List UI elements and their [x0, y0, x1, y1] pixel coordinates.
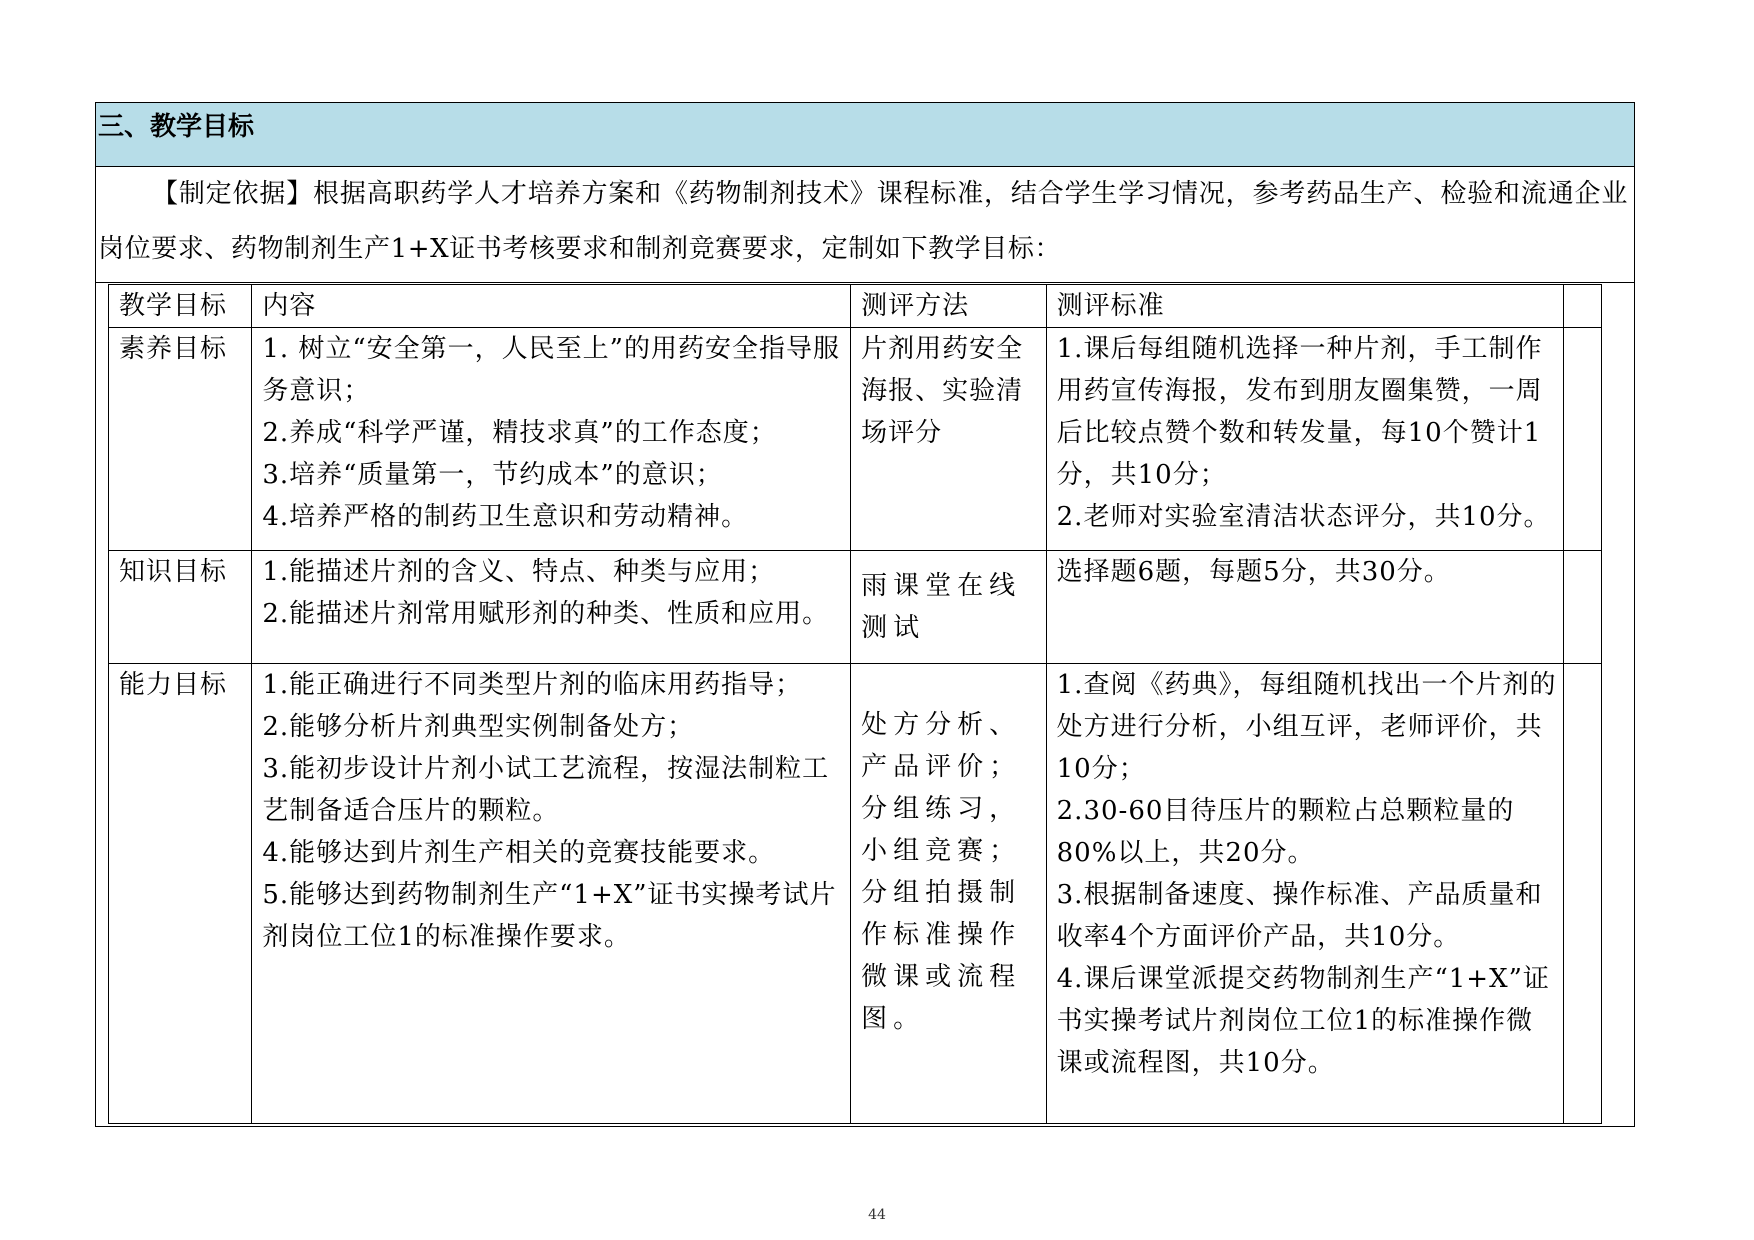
- empty-cell: [1564, 285, 1601, 328]
- section-title: 三、教学目标: [98, 112, 255, 142]
- content-item: 3.培养“质量第一，节约成本”的意识；: [262, 460, 723, 490]
- content-item: 1. 树立“安全第一，人民至上”的用药安全指导服务意识；: [262, 334, 840, 406]
- method-cell: [851, 664, 1047, 1124]
- table-row: [109, 664, 1601, 1124]
- standard-item: 选择题6题，每题5分，共30分。: [1056, 557, 1451, 587]
- objectives-table-wrapper: [108, 284, 1602, 1124]
- header-goal: 教学目标: [109, 285, 252, 328]
- header-content: 内容: [252, 285, 851, 328]
- objectives-section: [95, 102, 1635, 1127]
- content-item: 2.养成“科学严谨，精技求真”的工作态度；: [262, 418, 777, 448]
- content-item: 2.能描述片剂常用赋形剂的种类、性质和应用。: [262, 599, 830, 629]
- header-method: 测评方法: [851, 285, 1047, 328]
- content-item: 1.能正确进行不同类型片剂的临床用药指导；: [262, 670, 803, 700]
- standard-item: 1.课后每组随机选择一种片剂，手工制作用药宣传海报，发布到朋友圈集赞，一周后比较点赞个数和转发量，每10个赞计1分，共10分；: [1056, 334, 1543, 490]
- basis-paragraph-box: [96, 167, 1634, 283]
- standard-cell: [1046, 328, 1563, 551]
- standard-cell: [1046, 551, 1563, 664]
- content-item: 1.能描述片剂的含义、特点、种类与应用；: [262, 557, 776, 587]
- header-standard: 测评标准: [1046, 285, 1563, 328]
- table-row: [109, 328, 1601, 551]
- table-row: [109, 551, 1601, 664]
- empty-cell: [1564, 664, 1601, 1124]
- goal-cell: 知识目标: [109, 551, 252, 664]
- content-cell: [252, 328, 851, 551]
- content-item: 3.能初步设计片剂小试工艺流程，按湿法制粒工艺制备适合压片的颗粒。: [262, 754, 830, 826]
- standard-item: 4.课后课堂派提交药物制剂生产“1+X”证书实操考试片剂岗位工位1的标准操作微课或流程图，共10分。: [1056, 964, 1550, 1078]
- goal-cell: 素养目标: [109, 328, 252, 551]
- content-item: 2.能够分析片剂典型实例制备处方；: [262, 712, 695, 742]
- content-cell: [252, 664, 851, 1124]
- standard-item: 1.查阅《药典》，每组随机找出一个片剂的处方进行分析，小组互评，老师评价，共10分；: [1056, 670, 1557, 784]
- content-item: 4.培养严格的制药卫生意识和劳动精神。: [262, 502, 749, 532]
- goal-cell: 能力目标: [109, 664, 252, 1124]
- content-cell: [252, 551, 851, 664]
- empty-cell: [1564, 551, 1601, 664]
- page-number: 44: [868, 1207, 886, 1223]
- standard-cell: [1046, 664, 1563, 1124]
- empty-cell: [1564, 328, 1601, 551]
- table-header-row: [109, 285, 1601, 328]
- standard-item: 2.老师对实验室清洁状态评分，共10分。: [1056, 502, 1551, 532]
- section-header: [96, 103, 1634, 167]
- method-text: 雨课堂在线测试: [861, 571, 1022, 643]
- method-text: 处方分析、产品评价；分组练习，小组竞赛；分组拍摄制作标准操作微课或流程图。: [861, 710, 1022, 1034]
- standard-item: 2.30-60目待压片的颗粒占总颗粒量的80%以上，共20分。: [1056, 796, 1515, 868]
- method-cell: [851, 551, 1047, 664]
- content-item: 5.能够达到药物制剂生产“1+X”证书实操考试片剂岗位工位1的标准操作要求。: [262, 880, 837, 952]
- basis-paragraph: 【制定依据】根据高职药学人才培养方案和《药物制剂技术》课程标准，结合学生学习情况，参考药品生产、检验和流通企业岗位要求、药物制剂生产1+X证书考核要求和制剂竞赛要求，定制如下教学目标：: [98, 179, 1628, 264]
- content-item: 4.能够达到片剂生产相关的竞赛技能要求。: [262, 838, 776, 868]
- standard-item: 3.根据制备速度、操作标准、产品质量和收率4个方面评价产品，共10分。: [1056, 880, 1543, 952]
- method-cell: 片剂用药安全海报、实验清场评分: [851, 328, 1047, 551]
- objectives-table: [109, 285, 1601, 1123]
